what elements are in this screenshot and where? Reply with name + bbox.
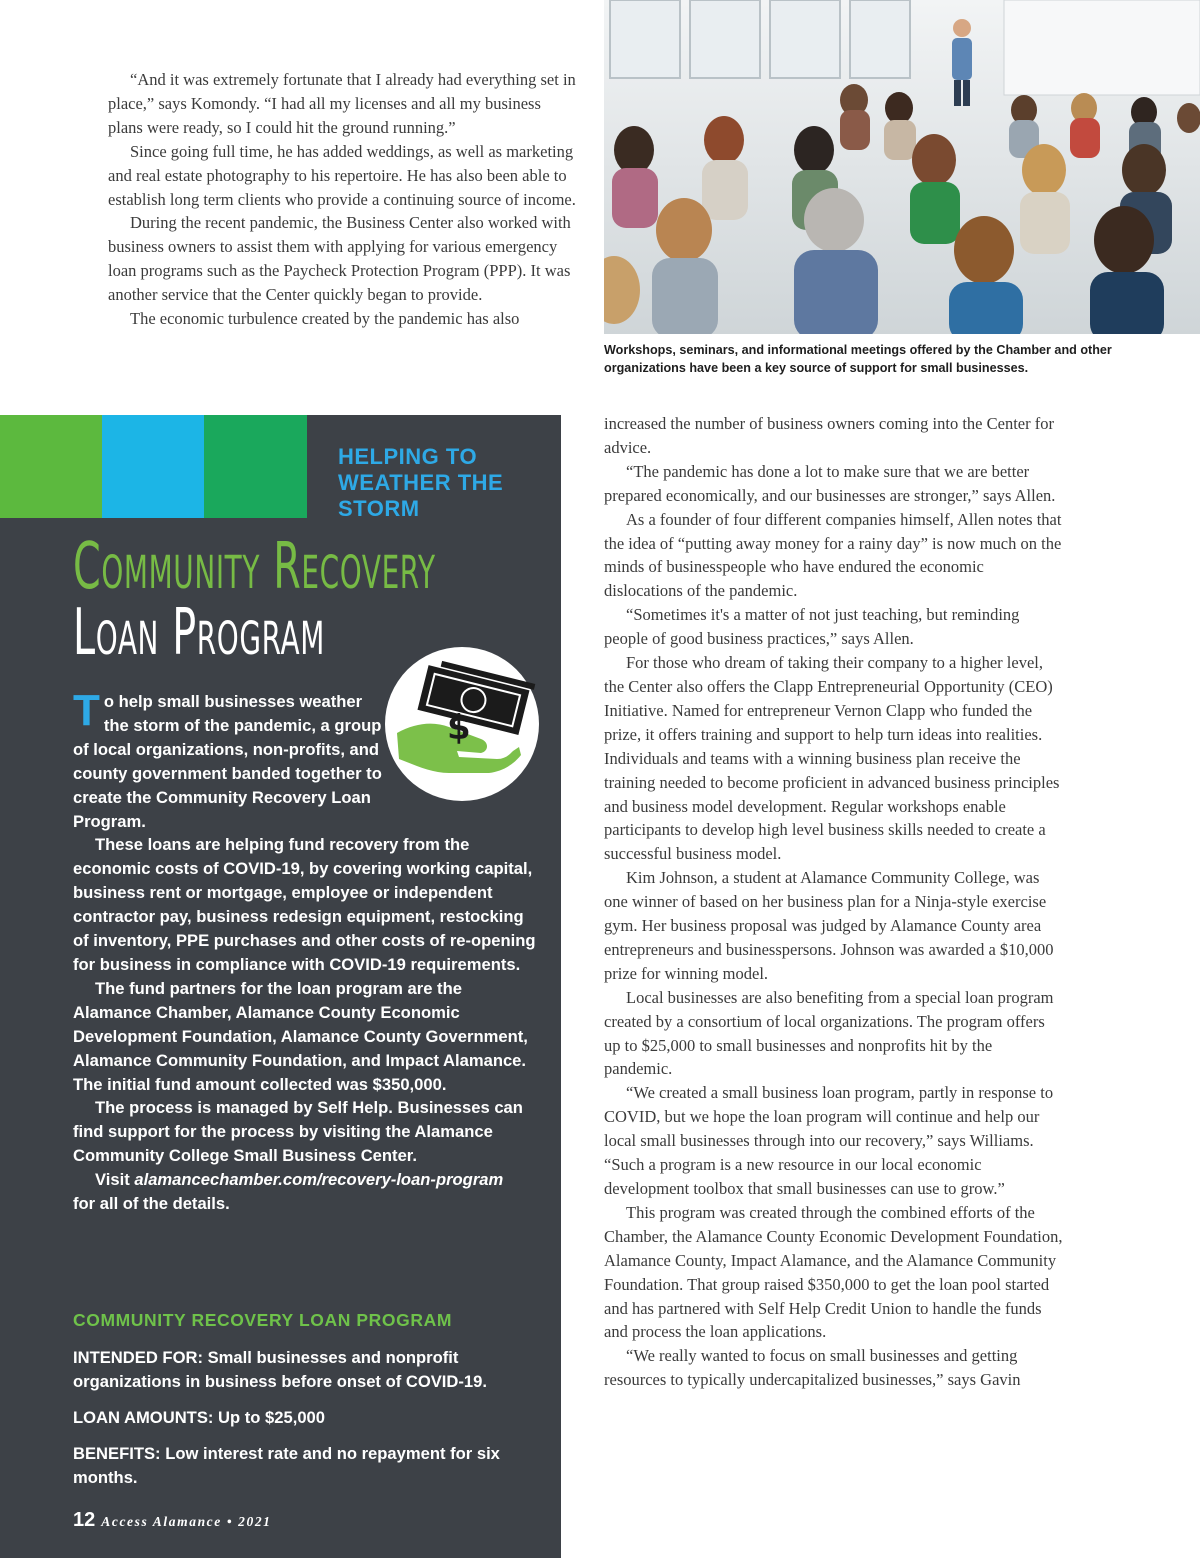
sidebar-paragraph: The process is managed by Self Help. Businesses can find support for the process by visiting the Alamance Community College Small Business Center. (73, 1098, 523, 1166)
sidebar-body (73, 686, 543, 1216)
loan-amounts: LOAN AMOUNTS: Up to $25,000 (73, 1408, 326, 1427)
seminar-photo (604, 0, 1200, 334)
sidebar-title-line2: Loan Program (73, 596, 325, 670)
visit-suffix: for all of the details. (73, 1194, 230, 1214)
sidebar-paragraph: These loans are helping fund recovery from the economic costs of COVID-19, by covering working capital, business rent or mortgage, employee or independent contractor pay, business redesign equipment, restocking of inventory, PPE purchases and other costs of re-opening for business in compliance with COVID-19 requirements. (73, 835, 536, 974)
photo-caption: Workshops, seminars, and informational meetings offered by the Chamber and other organizations have been a key source of support for small businesses. (604, 343, 1112, 375)
loan-intended-for: INTENDED FOR: Small businesses and nonprofit organizations in business before onset of COVID-19. (73, 1348, 487, 1391)
sidebar-title-line1: Community Recovery (73, 530, 436, 604)
sidebar-lead-text: o help small businesses weather the storm of the pandemic, a group of local organizations, non-profits, and county government banded together to create the Community Recovery Loan Program. (73, 692, 382, 831)
article-paragraph: The economic turbulence created by the pandemic has also (130, 309, 520, 329)
article-paragraph: “Sometimes it's a matter of not just teaching, but reminding people of good business practices,” says Allen. (604, 605, 1020, 649)
article-paragraph: During the recent pandemic, the Business Center also worked with business owners to assist them with applying for various emergency loan programs such as the Paycheck Protection Program (PPP). It was another service that the Center quickly began to provide. (108, 213, 571, 305)
article-column-right (604, 412, 1064, 1392)
article-paragraph: “And it was extremely fortunate that I already had everything set in place,” says Komondy. “I had all my licenses and all my business plans were ready, so I could hit the ground running.” (108, 70, 576, 137)
sidebar-paragraph: The fund partners for the loan program are the Alamance Chamber, Alamance County Economic Development Foundation, Alamance County Government, Alamance Community Foundation, and Impact Alamance. The initial fund amount collected was $350,000. (73, 978, 528, 1094)
article-paragraph: Since going full time, he has added weddings, as well as marketing and real estate photography to his repertoire. He has also been able to establish long term clients who provide a continuing source of income. (108, 141, 576, 209)
article-paragraph: Local businesses are also benefiting from a special loan program created by a consortium of local organizations. The program offers up to $25,000 to small businesses and nonprofits hit by the pandemic. (604, 987, 1054, 1079)
visit-prefix: Visit (95, 1170, 135, 1190)
article-column-top (108, 68, 578, 331)
article-paragraph: Kim Johnson, a student at Alamance Community College, was one winner of based on her business plan for a Ninja-style exercise gym. Her business proposal was judged by Alamance County area entrepreneurs and businesspersons. Johnson was awarded a $10,000 prize for winning model. (604, 868, 1054, 983)
page-folio (73, 1509, 272, 1532)
article-paragraph: This program was created through the combined efforts of the Chamber, the Alamance County Economic Development Foundation, Alamance County, Impact Alamance, and the Alamance Community Foundation. That group raised $350,000 to get the loan pool started and has partnered with Self Help Credit Union to handle the funds and process the loan applications. (604, 1202, 1063, 1342)
article-paragraph: “We really wanted to focus on small businesses and getting resources to typically undercapitalized businesses,” says Gavin (604, 1346, 1021, 1390)
sidebar-lead-paragraph (73, 686, 388, 833)
article-paragraph: For those who dream of taking their company to a higher level, the Center also offers the Clapp Entrepreneurial Opportunity (CEO) Initiative. Named for entrepreneur Vernon Clapp who funded the prize, it offers training and support to help turn ideas into realities. Individuals and teams with a winning business plan receive the training needed to become proficient in advanced business principles and business model development. Regular workshops enable participants to develop high level business skills needed to create a successful business model. (604, 653, 1060, 864)
sidebar-panel (0, 415, 561, 1558)
color-stripe-green (0, 415, 102, 518)
article-paragraph: “The pandemic has done a lot to make sure that we are better prepared economically, and our businesses are stronger,” says Allen. (604, 461, 1056, 505)
loan-program-box-title: COMMUNITY RECOVERY LOAN PROGRAM (73, 1310, 452, 1330)
publication-name: Access Alamance • 2021 (101, 1514, 272, 1529)
recovery-loan-url[interactable]: alamancechamber.com/recovery-loan-program (134, 1170, 504, 1190)
sidebar-paragraph (73, 1168, 543, 1216)
sidebar-kicker: HELPING TO WEATHER THE STORM (338, 444, 504, 521)
article-paragraph: As a founder of four different companies himself, Allen notes that the idea of “putting away money for a rainy day” is now much on the minds of businesspeople who have endured the economic dislocations of the pandemic. (604, 509, 1062, 601)
article-paragraph: “We created a small business loan program, partly in response to COVID, but we hope the loan program will continue and help our local small businesses through into our recovery,” says Williams. “Such a program is a new resource in our local economic development toolbox that small businesses can use to grow.” (604, 1083, 1054, 1198)
color-stripe-teal (204, 415, 307, 518)
page-number: 12 (73, 1509, 96, 1531)
drop-cap: T (73, 686, 100, 735)
svg-text:$: $ (447, 708, 471, 748)
color-stripe-blue (102, 415, 204, 518)
loan-benefits: BENEFITS: Low interest rate and no repayment for six months. (73, 1444, 500, 1487)
article-paragraph: increased the number of business owners coming into the Center for advice. (604, 414, 1054, 457)
